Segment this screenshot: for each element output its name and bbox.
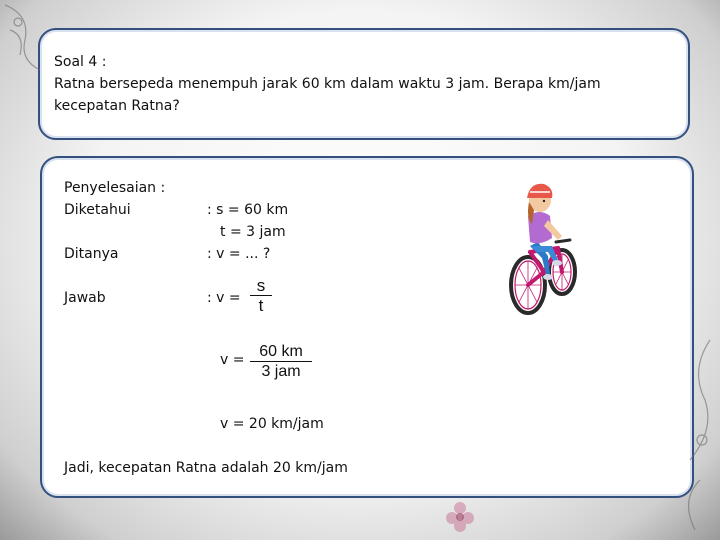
- answer-label: Jawab: [64, 290, 106, 306]
- asked-label: Ditanya: [64, 246, 119, 262]
- formula-prefix: : v =: [207, 290, 241, 306]
- corner-ornament-icon: [0, 0, 70, 120]
- formula-fraction: [250, 276, 272, 315]
- question-box: [38, 28, 690, 140]
- conclusion-line: Jadi, kecepatan Ratna adalah 20 km/jam: [64, 460, 348, 476]
- solution-box: [40, 156, 694, 498]
- subst-denominator: 3 jam: [261, 363, 301, 380]
- question-title: Soal 4 :: [54, 54, 107, 70]
- flower-ornament-icon: [440, 496, 480, 536]
- subst-prefix: v =: [220, 352, 245, 368]
- subst-fraction: [250, 342, 312, 381]
- asked-value: : v = ... ?: [207, 246, 271, 262]
- question-line-2: kecepatan Ratna?: [54, 98, 180, 114]
- known-t: t = 3 jam: [220, 224, 286, 240]
- known-s: : s = 60 km: [207, 202, 289, 218]
- known-label: Diketahui: [64, 202, 131, 218]
- solution-heading: Penyelesaian :: [64, 180, 166, 196]
- subst-numerator: 60 km: [250, 342, 312, 362]
- result-line: v = 20 km/jam: [220, 416, 324, 432]
- girl-riding-bicycle-icon: [500, 180, 590, 320]
- formula-numerator: s: [250, 276, 272, 296]
- corner-ornament-icon: [650, 330, 720, 540]
- formula-denominator: t: [258, 296, 264, 315]
- question-line-1: Ratna bersepeda menempuh jarak 60 km dalam waktu 3 jam. Berapa km/jam: [54, 76, 601, 92]
